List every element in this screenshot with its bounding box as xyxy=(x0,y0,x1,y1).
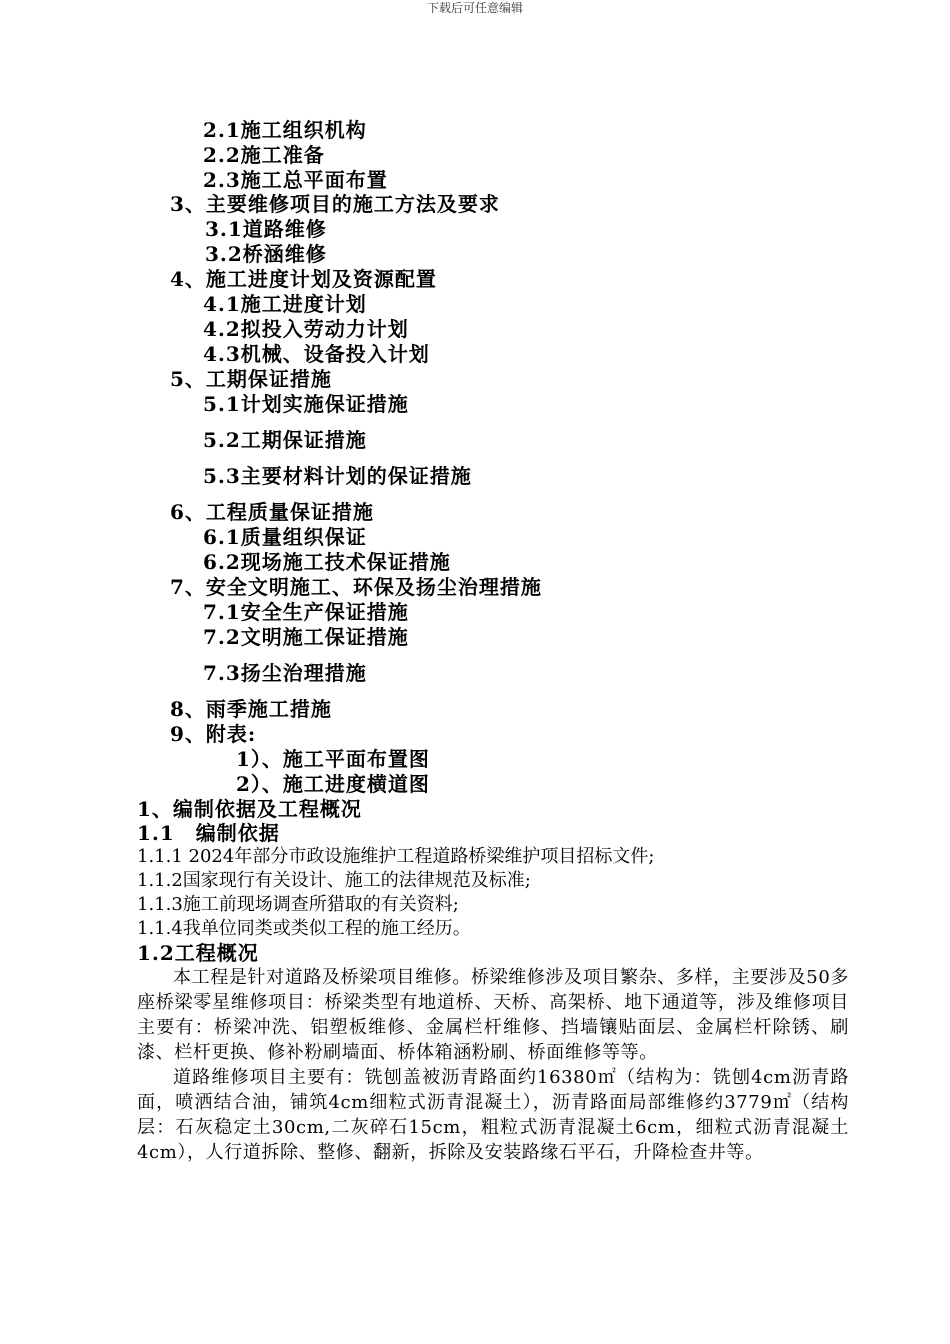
toc-item-4-2: 4.2拟投入劳动力计划 xyxy=(203,317,409,341)
reference-item: 1.1.2国家现行有关设计、施工的法律规范及标准; xyxy=(137,870,531,891)
toc-item-8: 8、雨季施工措施 xyxy=(170,697,332,721)
toc-item-4-1: 4.1施工进度计划 xyxy=(203,292,367,316)
toc-item-9-2: 2）、施工进度横道图 xyxy=(236,772,430,796)
toc-item-7-3: 7.3扬尘治理措施 xyxy=(203,661,367,685)
section-1-2-title: 1.2工程概况 xyxy=(137,941,259,965)
overview-paragraph-bridges: 本工程是针对道路及桥梁项目维修。桥梁维修涉及项目繁杂、多样，主要涉及50多座桥梁零星维修项目：桥梁类型有地道桥、天桥、高架桥、地下通道等，涉及维修项目主要有：桥梁冲洗、铝塑板维修、金属栏杆维修、挡墙镶贴面层、金属栏杆除锈、刷漆、栏杆更换、修补粉刷墙面、桥体箱涵粉刷、桥面维修等等。 xyxy=(137,967,849,1063)
toc-item-2-3: 2.3施工总平面布置 xyxy=(203,168,388,192)
toc-item-6-2: 6.2现场施工技术保证措施 xyxy=(203,550,451,574)
toc-item-5-3: 5.3主要材料计划的保证措施 xyxy=(203,464,472,488)
toc-item-2-1: 2.1施工组织机构 xyxy=(203,118,367,142)
toc-item-6-1: 6.1质量组织保证 xyxy=(203,525,367,549)
toc-item-2-2: 2.2施工准备 xyxy=(203,143,325,167)
section-1-1-title: 1.1 编制依据 xyxy=(137,821,280,845)
toc-item-7-1: 7.1安全生产保证措施 xyxy=(203,600,409,624)
page-header-note: 下载后可任意编辑 xyxy=(426,1,523,15)
overview-paragraph-roads: 道路维修项目主要有：铣刨盖被沥青路面约16380㎡（结构为：铣刨4cm沥青路面，喷洒结合油，铺筑4cm细粒式沥青混凝土），沥青路面局部维修约3779㎡（结构层：石灰稳定土30cm,二灰碎石15cm，粗粒式沥青混凝土6cm，细粒式沥青混凝土4cm），人行道拆除、整修、翻新，拆除及安装路缘石平石，升降检查井等。 xyxy=(137,1067,849,1163)
section-1-body xyxy=(137,797,849,1165)
toc-item-7-2: 7.2文明施工保证措施 xyxy=(203,625,409,649)
toc-item-9-1: 1）、施工平面布置图 xyxy=(236,747,430,771)
toc-item-5-2: 5.2工期保证措施 xyxy=(203,428,367,452)
toc-item-7: 7、安全文明施工、环保及扬尘治理措施 xyxy=(170,575,542,599)
toc-item-3-2: 3.2桥涵维修 xyxy=(205,242,327,266)
toc-item-9: 9、附表: xyxy=(170,722,257,746)
toc-item-3: 3、主要维修项目的施工方法及要求 xyxy=(170,192,500,216)
toc-item-4-3: 4.3机械、设备投入计划 xyxy=(203,342,430,366)
toc-item-5: 5、工期保证措施 xyxy=(170,367,332,391)
reference-item: 1.1.3施工前现场调查所猎取的有关资料; xyxy=(137,894,459,915)
reference-item: 1.1.1 2024年部分市政设施维护工程道路桥梁维护项目招标文件; xyxy=(137,846,655,867)
toc-item-3-1: 3.1道路维修 xyxy=(205,217,327,241)
toc-item-4: 4、施工进度计划及资源配置 xyxy=(170,267,437,291)
section-1-title: 1、编制依据及工程概况 xyxy=(137,797,362,821)
reference-item: 1.1.4我单位同类或类似工程的施工经历。 xyxy=(137,918,471,939)
toc-item-5-1: 5.1计划实施保证措施 xyxy=(203,392,409,416)
toc-item-6: 6、工程质量保证措施 xyxy=(170,500,374,524)
